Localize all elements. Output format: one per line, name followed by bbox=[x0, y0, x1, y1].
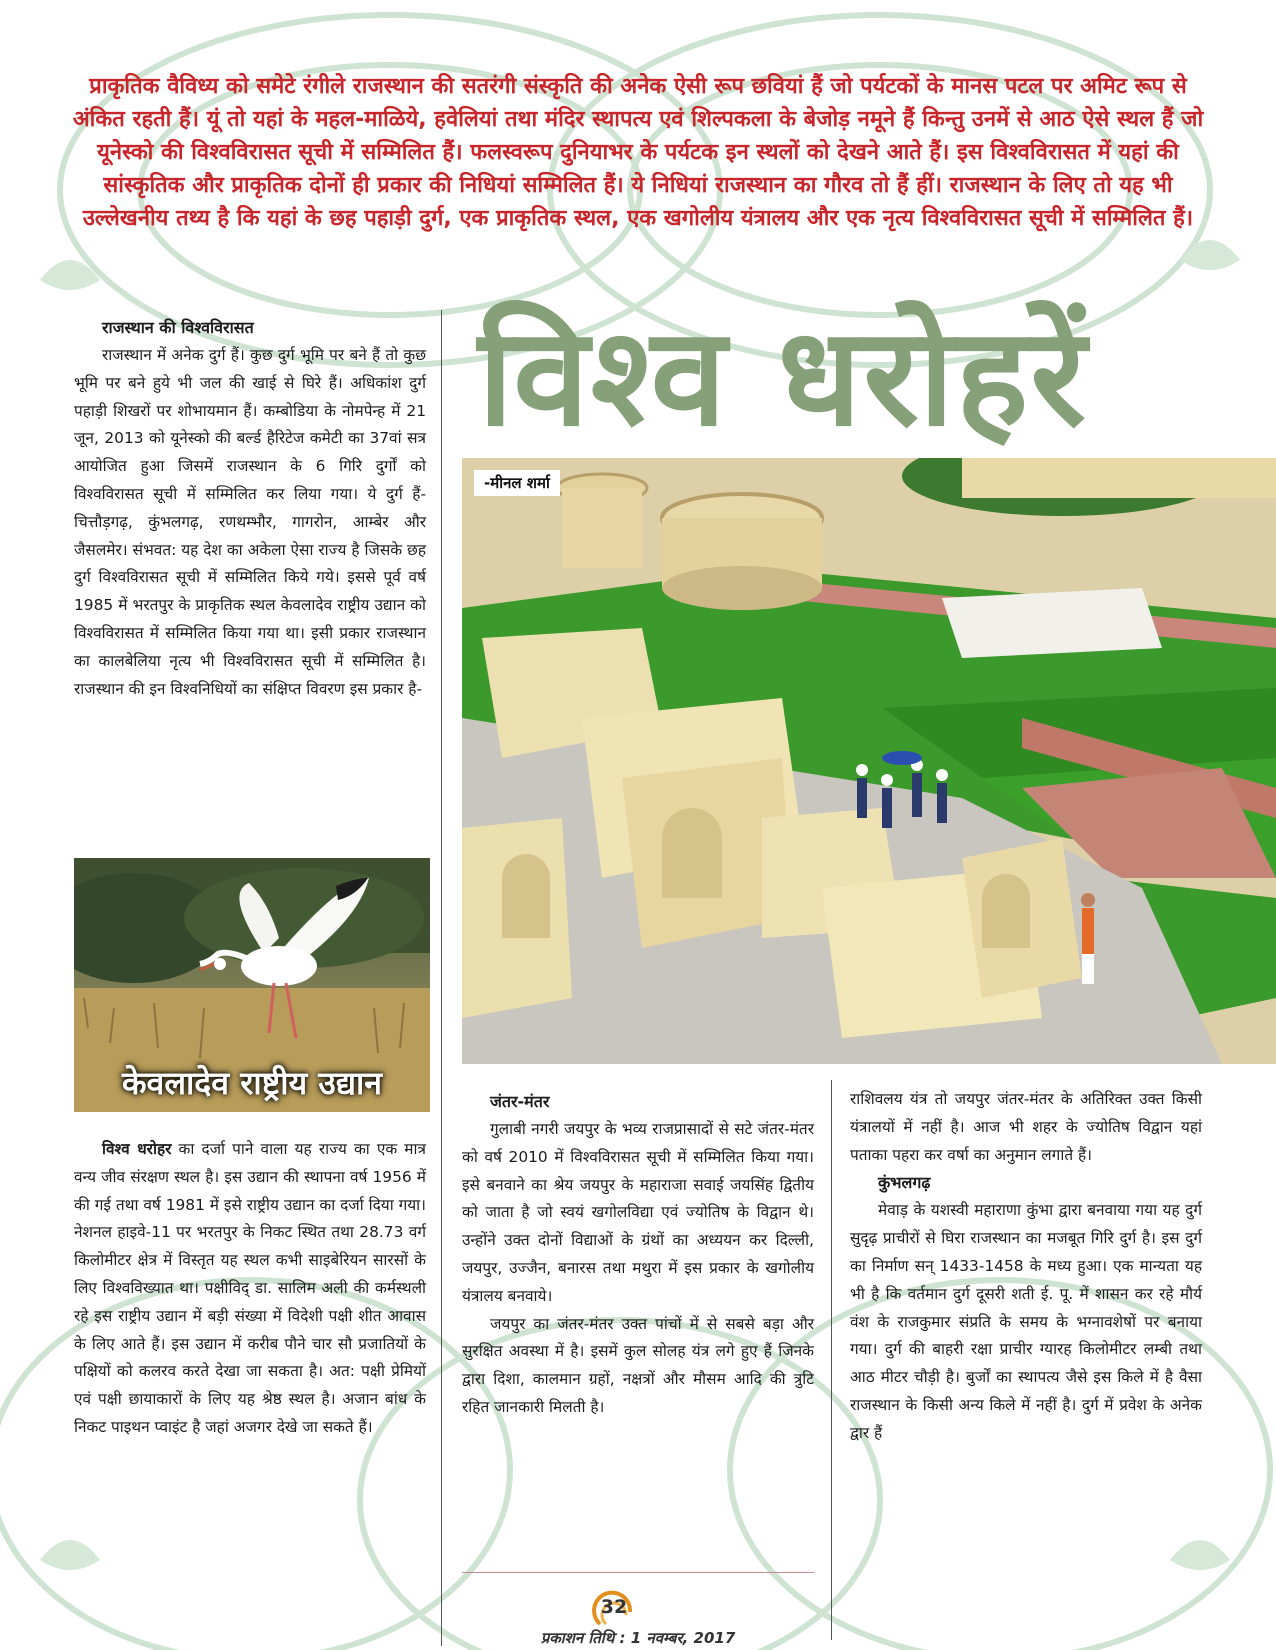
page-number-badge bbox=[592, 1588, 640, 1628]
section-heading-heritage: राजस्थान की विश्वविरासत bbox=[102, 318, 254, 337]
photo-caption: केवलादेव राष्ट्रीय उद्यान bbox=[121, 1064, 383, 1102]
section-heading-kumbhalgarh: कुंभलगढ़ bbox=[878, 1173, 931, 1193]
jantar-mantar-photo bbox=[462, 458, 1276, 1064]
right-column bbox=[850, 1086, 1202, 1448]
page-headline: विश्व धरोहरें bbox=[478, 299, 1088, 457]
intro-paragraph: प्राकृतिक वैविध्य को समेटे रंगीले राजस्थान की सतरंगी संस्कृति की अनेक ऐसी रूप छवियां हैं जो पर्यटकों के मानस पटल पर अमिट रूप से अंकित रहती हैं। यूं तो यहां के महल-माळिये, हवेलियां तथा मंदिर स्थापत्य एवं शिल्पकला के बेजोड़ नमूने हैं किन्तु उनमें से आठ ऐसे स्थल हैं जो यूनेस्को की विश्वविरासत सूची में सम्मिलित हैं। फलस्वरूप दुनियाभर के पर्यटक इन स्थलों को देखने आते हैं। इस विश्वविरासत में यहां की सांस्कृतिक और प्राकृतिक दोनों ही प्रकार की निधियां सम्मिलित हैं। ये निधियां राजस्थान का गौरव तो हैं हीं। राजस्थान के लिए तो यह भी उल्लेखनीय तथ्य है कि यहां के छह पहाड़ी दुर्ग, एक प्राकृतिक स्थल, एक खगोलीय यंत्रालय और एक नृत्य विश्वविरासत सूची में सम्मिलित हैं। bbox=[72, 74, 1204, 231]
author-byline: -मीनल शर्मा bbox=[474, 470, 560, 496]
left-column-paragraph: राजस्थान में अनेक दुर्ग हैं। कुछ दुर्ग भूमि पर बने हैं तो कुछ भूमि पर बने हुये भी जल की खाई से घिरे हैं। अधिकांश दुर्ग पहाड़ी शिखरों पर शोभायमान हैं। कम्बोडिया के नोमपेन्ह में 21 जून, 2013 को यूनेस्को की बर्ल्ड हैरिटेज कमेटी का 37वां सत्र आयोजित हुआ जिसमें राजस्थान के 6 गिरि दुर्गों को विश्वविरासत सूची में सम्मिलित कर लिया गया। ये दुर्ग हैं-चित्तौड़गढ़, कुंभलगढ़, रणथम्भौर, गागरोन, आम्बेर और जैसलमेर। संभवत: यह देश का अकेला ऐसा राज्य है जिसके छह दुर्ग विश्वविरासत सूची में सम्मिलित किये गये। इससे पूर्व वर्ष 1985 में भरतपुर के प्राकृतिक स्थल केवलादेव राष्ट्रीय उद्यान को विश्वविरासत में सम्मिलित किया गया था। इसी प्रकार राजस्थान का कालबेलिया नृत्य भी विश्वविरासत सूची में सम्मिलित है। राजस्थान की इन विश्वनिधियों का संक्षिप्त विवरण इस प्रकार है- bbox=[74, 346, 426, 698]
jantar-mantar-paragraph-2: जयपुर का जंतर-मंतर उक्त पांचों में से सबसे बड़ा और सुरक्षित अवस्था में है। इसमें कुल सोलह यंत्र लगे हुए हैं जिनके द्वारा दिशा, कालमान ग्रहों, नक्षत्रों और मौसम आदि की त्रुटि रहित जानकारी मिलती है। bbox=[462, 1314, 814, 1416]
left-column-top bbox=[74, 314, 426, 703]
rashivalay-paragraph: राशिवलय यंत्र तो जयपुर जंतर-मंतर के अतिरिक्त उक्त किसी यंत्रालयों में नहीं है। आज भी शहर के ज्योतिष विद्वान यहां पताका पहरा कर वर्षा का अनुमान लगाते हैं। bbox=[850, 1090, 1202, 1164]
section-heading-jantar-mantar: जंतर-मंतर bbox=[490, 1092, 550, 1111]
left-column-bottom bbox=[74, 1136, 426, 1442]
keoladeo-paragraph bbox=[74, 1136, 426, 1442]
kumbhalgarh-paragraph: मेवाड़ के यशस्वी महाराणा कुंभा द्वारा बनवाया गया यह दुर्ग सुदृढ़ प्राचीरों से घिरा राजस्थान का मजबूत गिरि दुर्ग है। इस दुर्ग का निर्माण सन् 1433-1458 के मध्य हुआ। एक मान्यता यह भी है कि वर्तमान दुर्ग दूसरी शती ई. पू. में शासन कर रहे मौर्य वंश के राजकुमार संप्रति के समय के भग्नावशेषों पर बनाया गया। दुर्ग की बाहरी रक्षा प्राचीर ग्यारह किलोमीटर लम्बी तथा आठ मीटर चौड़ी है। बुर्जों का स्थापत्य जैसे इस किले में है वैसा राजस्थान के किसी अन्य किले में नहीं है। दुर्ग में प्रवेश के अनेक द्वार हैं bbox=[850, 1201, 1202, 1442]
middle-column bbox=[462, 1088, 814, 1422]
column-divider-left bbox=[441, 310, 442, 1646]
keoladeo-photo bbox=[74, 858, 430, 1112]
lead-phrase: विश्व धरोहर bbox=[102, 1140, 172, 1158]
page-number: 32 bbox=[600, 1596, 628, 1618]
jantar-mantar-paragraph-1: गुलाबी नगरी जयपुर के भव्य राजप्रासादों से सटे जंतर-मंतर को वर्ष 2010 में विश्वविरासत सूची में सम्मिलित किया गया। इसे बनवाने का श्रेय जयपुर के महाराजा सवाई जयसिंह द्वितीय को जाता है जो स्वयं खगोलविद्या एवं ज्योतिष के विद्वान थे। उन्होंने उक्त दोनों विद्याओं के ग्रंथों का अध्ययन कर दिल्ली, जयपुर, उज्जैन, बनारस तथा मथुरा में इस प्रकार के खगोलीय यंत्रालय बनवाये। bbox=[462, 1120, 814, 1305]
publication-date: प्रकाशन तिथि : 1 नवम्बर, 2017 bbox=[540, 1629, 736, 1647]
column-divider-right bbox=[831, 1080, 832, 1640]
keoladeo-text: का दर्जा पाने वाला यह राज्य का एक मात्र वन्य जीव संरक्षण स्थल है। इस उद्यान की स्थापना वर्ष 1956 में की गई तथा वर्ष 1981 में इसे राष्ट्रीय उद्यान का दर्जा दिया गया। नेशनल हाइवे-11 पर भरतपुर के निकट स्थित तथा 28.73 वर्ग किलोमीटर क्षेत्र में विस्तृत यह स्थल कभी साइबेरियन सारसों के लिए विश्वविख्यात था। पक्षीविद् डा. सालिम अली की कर्मस्थली रहे इस राष्ट्रीय उद्यान में बड़ी संख्या में विदेशी पक्षी शीत आवास के लिए आते हैं। इस उद्यान में करीब पौने चार सौ प्रजातियों के पक्षियों को कलरव करते देखा जा सकता है। अत: पक्षी प्रेमियों एवं पक्षी छायाकारों के लिए यह श्रेष्ठ स्थल है। अजान बांध के निकट पाइथन प्वाइंट है जहां अजगर देखे जा सकते हैं। bbox=[74, 1140, 426, 1436]
footer-rule bbox=[462, 1572, 814, 1573]
jantar-mantar-illustration bbox=[462, 458, 1276, 1064]
